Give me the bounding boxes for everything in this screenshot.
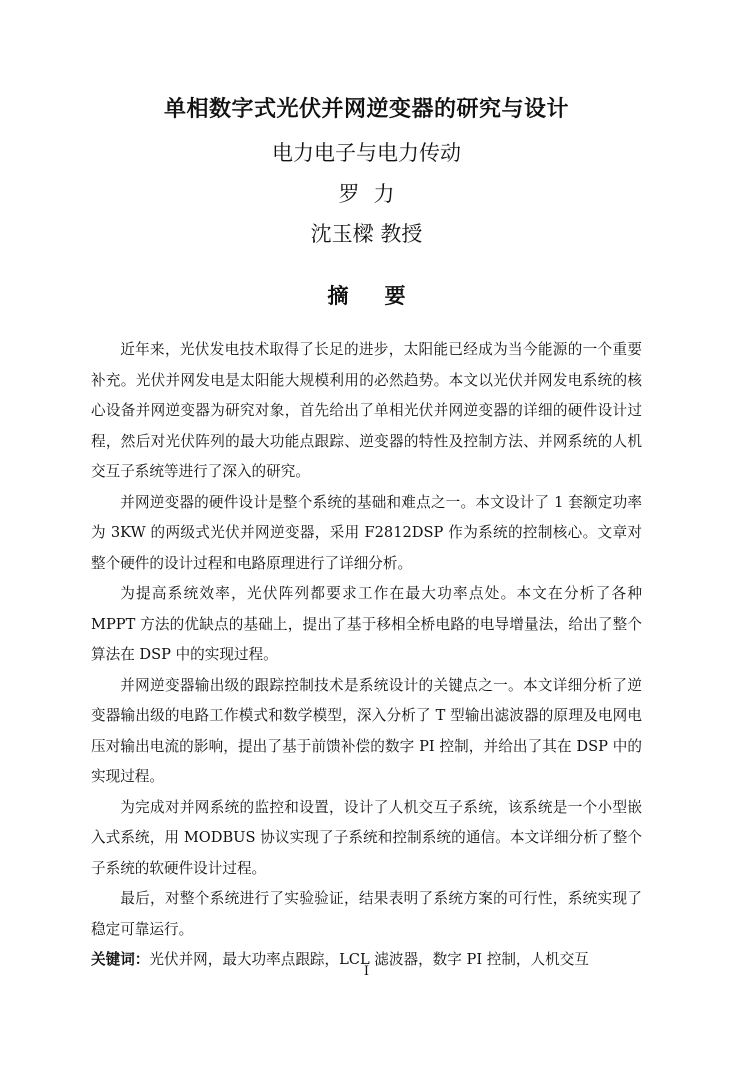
advisor-name: 沈玉樑 教授 bbox=[310, 222, 423, 246]
author-name: 罗力 bbox=[338, 182, 409, 206]
abstract-paragraph: 并网逆变器的硬件设计是整个系统的基础和难点之一。本文设计了 1 套额定功率为 3KW 的两级式光伏并网逆变器，采用 F2812DSP 作为系统的控制核心。文章对整个硬件的设计过程和电路原理进行了详细分析。 bbox=[91, 493, 642, 572]
major-name: 电力电子与电力传动 bbox=[272, 141, 461, 165]
page-number: I bbox=[363, 964, 370, 979]
abstract-body bbox=[91, 335, 642, 976]
abstract-paragraph: 为完成对并网系统的监控和设置，设计了人机交互子系统，该系统是一个小型嵌入式系统，用 MODBUS 协议实现了子系统和控制系统的通信。本文详细分析了整个子系统的软硬件设计过程。 bbox=[91, 798, 642, 877]
keywords-text: 光伏并网，最大功率点跟踪，LCL 滤波器，数字 PI 控制，人机交互 bbox=[149, 951, 589, 968]
thesis-title: 单相数字式光伏并网逆变器的研究与设计 bbox=[163, 96, 569, 122]
keywords-label: 关键词： bbox=[91, 951, 150, 968]
abstract-paragraph: 并网逆变器输出级的跟踪控制技术是系统设计的关键点之一。本文详细分析了逆变器输出级的电路工作模式和数学模型，深入分析了 T 型输出滤波器的原理及电网电压对输出电流的影响，提出了基于前馈补偿的数字 PI 控制，并给出了其在 DSP 中的实现过程。 bbox=[91, 676, 642, 785]
abstract-paragraph: 近年来，光伏发电技术取得了长足的进步，太阳能已经成为当今能源的一个重要补充。光伏并网发电是太阳能大规模利用的必然趋势。本文以光伏并网发电系统的核心设备并网逆变器为研究对象，首先给出了单相光伏并网逆变器的详细的硬件设计过程，然后对光伏阵列的最大功能点跟踪、逆变器的特性及控制方法、并网系统的人机交互子系统等进行了深入的研究。 bbox=[91, 341, 642, 480]
abstract-heading: 摘要 bbox=[327, 283, 442, 308]
abstract-paragraph: 最后，对整个系统进行了实验验证，结果表明了系统方案的可行性，系统实现了稳定可靠运行。 bbox=[91, 890, 642, 938]
abstract-paragraph: 为提高系统效率，光伏阵列都要求工作在最大功率点处。本文在分析了各种 MPPT 方法的优缺点的基础上，提出了基于移相全桥电路的电导增量法，给出了整个算法在 DSP 中的实现过程。 bbox=[91, 585, 642, 663]
